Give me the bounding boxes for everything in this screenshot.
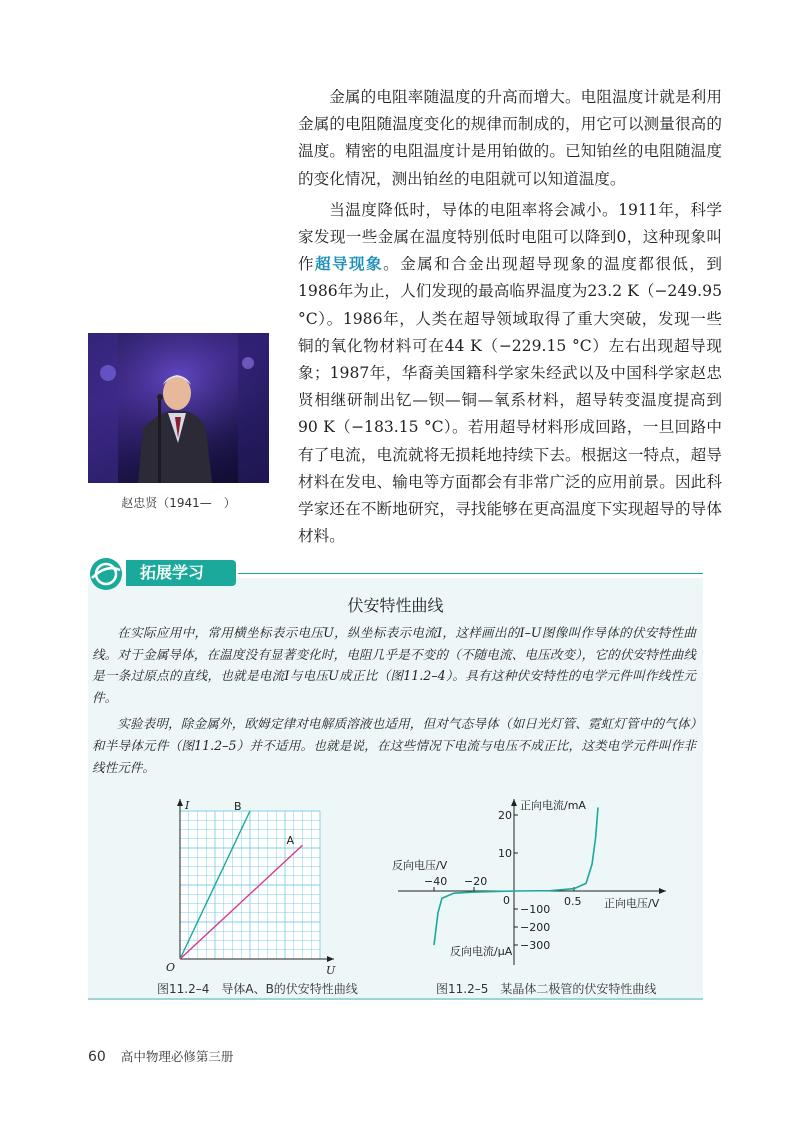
y-axis-arrow (511, 799, 517, 806)
x-tick-label: −40 (424, 875, 448, 888)
globe-icon (88, 556, 124, 592)
paragraph-2-before: 当温度降低时，导体的电阻率将会减小。1911年，科学家发现一些金属在温度特别低时电阻可以降到0，这种现象叫作 (298, 200, 722, 274)
main-text (298, 84, 722, 550)
photo-caption: 赵忠贤（1941— ） (121, 496, 236, 510)
x-tick-label: −20 (464, 875, 488, 888)
forward-current-label: 正向电流/mA (520, 799, 586, 812)
extension-tag: 拓展学习 (126, 560, 236, 586)
series-label-A: A (286, 834, 295, 848)
paragraph-1: 金属的电阻率随温度的升高而增大。电阻温度计就是利用金属的电阻随温度变化的规律而制成的，用它可以测量很高的温度。精密的电阻温度计是用铂做的。已知铂丝的电阻随温度的变化情况，测出铂丝的电阻就可以知道温度。 (298, 88, 722, 188)
y-axis-label: I (185, 799, 190, 812)
y-axis-arrow (177, 799, 183, 806)
figure-caption-2: 图11.2–5 某晶体二极管的伏安特性曲线 (436, 982, 657, 996)
reverse-voltage-label: 反向电压/V (392, 859, 448, 872)
extension-header (88, 556, 703, 592)
origin-label: O (166, 961, 176, 974)
page-number: 60 (88, 1049, 106, 1065)
y-tick-label: −100 (520, 903, 551, 916)
forward-curve (514, 807, 598, 891)
x-axis-arrow (659, 888, 666, 894)
y-tick-label: 10 (498, 847, 512, 860)
x-tick-label: 0.5 (564, 895, 582, 908)
paragraph-2 (298, 197, 722, 551)
book-title: 高中物理必修第三册 (120, 1049, 234, 1064)
y-tick-label: −300 (520, 939, 551, 952)
paragraph-2-after: 。金属和合金出现超导现象的温度都很低，到1986年为止，人们发现的最高临界温度为23.2 K（−249.95 °C）。1986年，人类在超导领域取得了重大突破，发现一些铜的氧化物材料可在44 K（−229.15 °C）左右出现超导现象；1987年，华裔美国籍科学家朱经武以及中国科学家赵忠贤相继研制出钇—钡—铜—氧系材料，超导转变温度提高到90 K（−183.15 °C）。若用超导材料形成回路，一旦回路中有了电流，电流就将无损耗地持续下去。根据这一特点，超导材料在发电、输电等方面都会有非常广泛的应用前景。因此科学家还在不断地研究，寻找能够在更高温度下实现超导的导体材料。 (298, 255, 722, 546)
portrait-illustration (88, 333, 269, 483)
figure-caption-1: 图11.2–4 导体A、B的伏安特性曲线 (157, 982, 358, 996)
x-axis-arrow (327, 956, 334, 962)
keyword-superconductivity: 超导现象 (315, 255, 384, 274)
reverse-curve (434, 891, 514, 945)
extension-paragraph-1: 在实际应用中，常用横坐标表示电压U，纵坐标表示电流I，这样画出的I–U图像叫作导体的伏安特性曲线。对于金属导体，在温度没有显著变化时，电阻几乎是不变的（不随电流、电压改变），它的伏安特性曲线是一条过原点的直线，也就是电流I与电压U成正比（图11.2–4）。具有这种伏安特性的电学元件叫作线性元件。 (92, 625, 696, 705)
series-label-B: B (234, 800, 242, 813)
portrait-photo (88, 333, 269, 483)
extension-paragraph-2: 实验表明，除金属外，欧姆定律对电解质溶液也适用，但对气态导体（如日光灯管、霓虹灯管中的气体）和半导体元件（图11.2–5）并不适用。也就是说，在这些情况下电流与电压不成正比，这类电学元件叫作非线性元件。 (92, 716, 696, 775)
y-tick-label: 20 (498, 809, 512, 822)
reverse-current-label: 反向电流/μA (450, 945, 513, 958)
extension-divider (238, 573, 703, 574)
footer (88, 1046, 233, 1065)
extension-body (92, 622, 696, 778)
origin-label: 0 (503, 894, 510, 907)
x-axis-label: U (326, 964, 336, 977)
figure-conductor-iv (160, 795, 350, 977)
forward-voltage-label: 正向电压/V (604, 897, 660, 910)
figure-diode-iv (378, 795, 678, 977)
y-tick-label: −200 (520, 921, 551, 934)
extension-heading: 伏安特性曲线 (347, 596, 444, 615)
